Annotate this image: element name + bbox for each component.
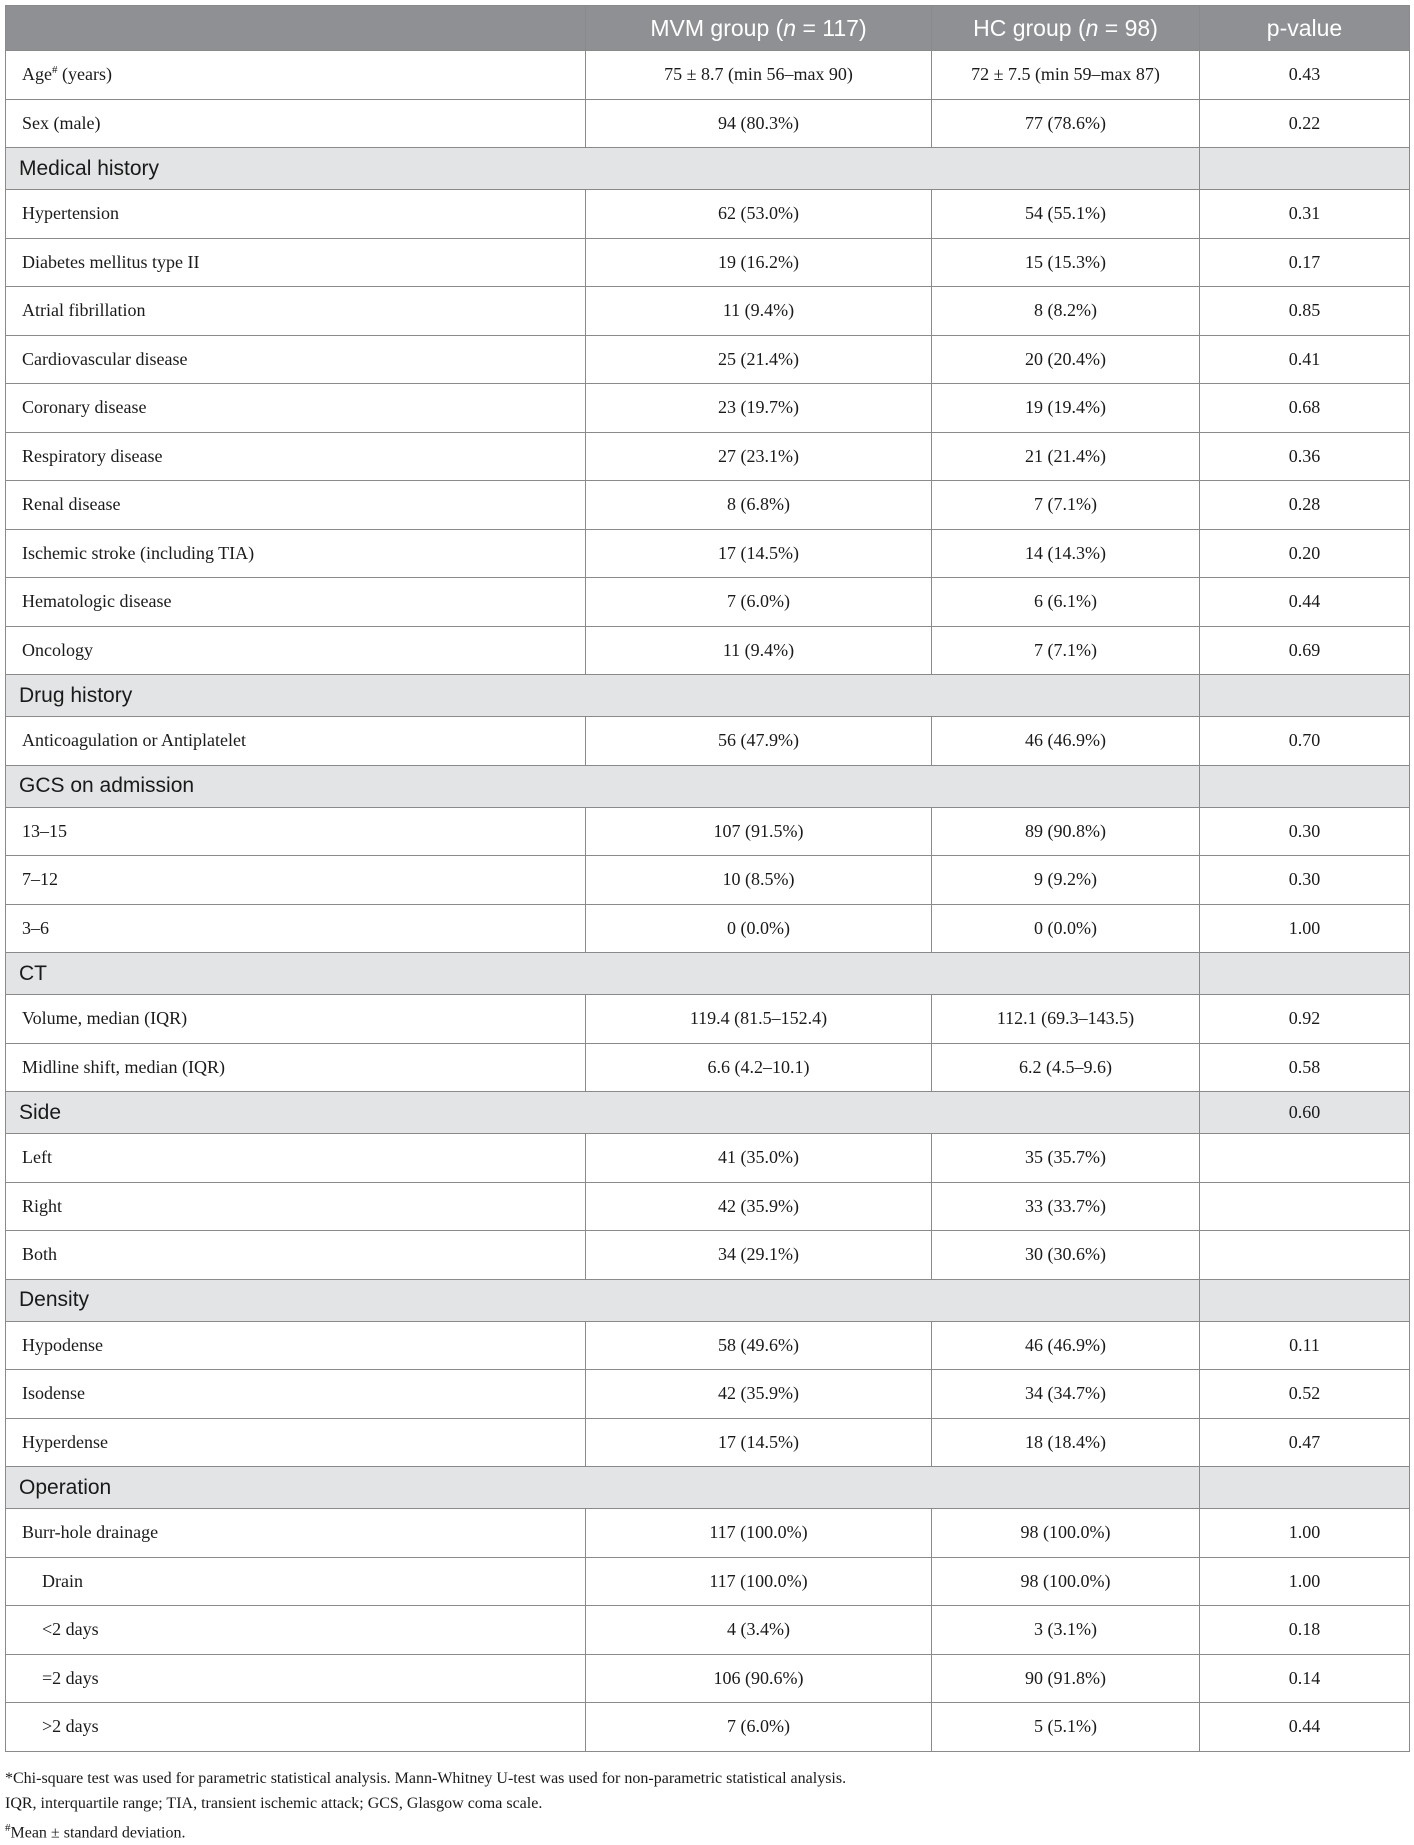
row-p-value: 0.31	[1200, 190, 1410, 239]
row-label: Drain	[6, 1557, 586, 1606]
table-row	[6, 1321, 1410, 1370]
row-mvm-value: 19 (16.2%)	[586, 238, 932, 287]
row-mvm-value: 17 (14.5%)	[586, 1418, 932, 1467]
table-row	[6, 717, 1410, 766]
section-p-value	[1200, 1467, 1410, 1509]
row-hc-value: 3 (3.1%)	[932, 1606, 1200, 1655]
row-p-value: 0.22	[1200, 99, 1410, 148]
row-mvm-value: 11 (9.4%)	[586, 287, 932, 336]
row-hc-value: 21 (21.4%)	[932, 432, 1200, 481]
row-hc-value: 20 (20.4%)	[932, 335, 1200, 384]
row-hc-value: 35 (35.7%)	[932, 1134, 1200, 1183]
row-p-value: 0.52	[1200, 1370, 1410, 1419]
header-mvm-suffix: = 117)	[796, 14, 867, 41]
row-p-value: 0.17	[1200, 238, 1410, 287]
section-p-value: 0.60	[1200, 1092, 1410, 1134]
row-label: Atrial fibrillation	[6, 287, 586, 336]
row-label: Diabetes mellitus type II	[6, 238, 586, 287]
patient-characteristics-table	[5, 5, 1410, 1752]
row-label: Hypertension	[6, 190, 586, 239]
row-mvm-value: 107 (91.5%)	[586, 807, 932, 856]
row-mvm-value: 117 (100.0%)	[586, 1509, 932, 1558]
row-label: 7–12	[6, 856, 586, 905]
section-header-row	[6, 1279, 1410, 1321]
row-mvm-value: 119.4 (81.5–152.4)	[586, 995, 932, 1044]
age-label	[6, 51, 586, 100]
row-p-value: 0.20	[1200, 529, 1410, 578]
table-row	[6, 99, 1410, 148]
table-row-age	[6, 51, 1410, 100]
row-label: Hyperdense	[6, 1418, 586, 1467]
row-label: Hematologic disease	[6, 578, 586, 627]
section-header-row	[6, 148, 1410, 190]
header-mvm-prefix: MVM group (	[650, 14, 784, 41]
row-hc-value: 7 (7.1%)	[932, 481, 1200, 530]
section-p-value	[1200, 675, 1410, 717]
row-hc-value: 15 (15.3%)	[932, 238, 1200, 287]
row-p-value: 0.69	[1200, 626, 1410, 675]
row-hc-value: 46 (46.9%)	[932, 1321, 1200, 1370]
table-row	[6, 1182, 1410, 1231]
row-p-value: 0.47	[1200, 1418, 1410, 1467]
header-row	[6, 6, 1410, 51]
row-hc-value: 90 (91.8%)	[932, 1654, 1200, 1703]
section-title: Medical history	[6, 148, 1200, 190]
row-label: 3–6	[6, 904, 586, 953]
row-hc-value: 54 (55.1%)	[932, 190, 1200, 239]
row-label: Left	[6, 1134, 586, 1183]
table-row	[6, 995, 1410, 1044]
age-hc: 72 ± 7.5 (min 59–max 87)	[932, 51, 1200, 100]
row-p-value: 1.00	[1200, 904, 1410, 953]
header-hc-suffix: = 98)	[1098, 14, 1158, 41]
row-mvm-value: 94 (80.3%)	[586, 99, 932, 148]
row-p-value: 0.28	[1200, 481, 1410, 530]
row-hc-value: 6 (6.1%)	[932, 578, 1200, 627]
row-mvm-value: 106 (90.6%)	[586, 1654, 932, 1703]
row-hc-value: 0 (0.0%)	[932, 904, 1200, 953]
section-header-row	[6, 1092, 1410, 1134]
row-hc-value: 98 (100.0%)	[932, 1557, 1200, 1606]
section-title: CT	[6, 953, 1200, 995]
row-mvm-value: 8 (6.8%)	[586, 481, 932, 530]
section-title: Operation	[6, 1467, 1200, 1509]
row-mvm-value: 27 (23.1%)	[586, 432, 932, 481]
table-row	[6, 287, 1410, 336]
table-row	[6, 529, 1410, 578]
table-row	[6, 807, 1410, 856]
row-hc-value: 8 (8.2%)	[932, 287, 1200, 336]
table-row	[6, 190, 1410, 239]
table-header	[6, 6, 1410, 51]
row-label: >2 days	[6, 1703, 586, 1752]
header-hc-prefix: HC group (	[973, 14, 1086, 41]
row-mvm-value: 117 (100.0%)	[586, 1557, 932, 1606]
table-row	[6, 1654, 1410, 1703]
row-hc-value: 89 (90.8%)	[932, 807, 1200, 856]
row-hc-value: 6.2 (4.5–9.6)	[932, 1043, 1200, 1092]
header-blank	[6, 6, 586, 51]
header-p-value: p-value	[1200, 6, 1410, 51]
row-label: Renal disease	[6, 481, 586, 530]
row-mvm-value: 7 (6.0%)	[586, 1703, 932, 1752]
section-header-row	[6, 1467, 1410, 1509]
table-row	[6, 432, 1410, 481]
row-label: Ischemic stroke (including TIA)	[6, 529, 586, 578]
row-mvm-value: 4 (3.4%)	[586, 1606, 932, 1655]
table-row	[6, 856, 1410, 905]
row-p-value: 0.85	[1200, 287, 1410, 336]
footnote-1: *Chi-square test was used for parametric statistical analysis. Mann-Whitney U-test was used for non-parametric statistical analysis.	[5, 1770, 847, 1787]
footnote-3	[5, 1816, 1409, 1845]
row-p-value: 0.92	[1200, 995, 1410, 1044]
row-p-value	[1200, 1134, 1410, 1183]
row-label: Oncology	[6, 626, 586, 675]
header-hc-n: n	[1085, 14, 1099, 41]
row-label: Hypodense	[6, 1321, 586, 1370]
section-title: Density	[6, 1279, 1200, 1321]
row-hc-value: 112.1 (69.3–143.5)	[932, 995, 1200, 1044]
age-label-text: Age	[22, 64, 52, 85]
table-body	[6, 51, 1410, 1752]
row-label: Cardiovascular disease	[6, 335, 586, 384]
section-title: Side	[6, 1092, 1200, 1134]
row-hc-value: 34 (34.7%)	[932, 1370, 1200, 1419]
table-row	[6, 384, 1410, 433]
row-mvm-value: 62 (53.0%)	[586, 190, 932, 239]
row-hc-value: 9 (9.2%)	[932, 856, 1200, 905]
row-mvm-value: 7 (6.0%)	[586, 578, 932, 627]
table-row	[6, 578, 1410, 627]
table-row	[6, 481, 1410, 530]
table-row	[6, 626, 1410, 675]
row-mvm-value: 42 (35.9%)	[586, 1370, 932, 1419]
row-p-value	[1200, 1231, 1410, 1280]
section-header-row	[6, 765, 1410, 807]
row-label: Burr-hole drainage	[6, 1509, 586, 1558]
section-header-row	[6, 953, 1410, 995]
header-hc-group	[932, 6, 1200, 51]
age-label-suffix: (years)	[57, 64, 112, 85]
section-p-value	[1200, 1279, 1410, 1321]
section-p-value	[1200, 765, 1410, 807]
row-label: Respiratory disease	[6, 432, 586, 481]
row-p-value: 0.68	[1200, 384, 1410, 433]
header-mvm-n: n	[783, 14, 797, 41]
row-mvm-value: 0 (0.0%)	[586, 904, 932, 953]
row-hc-value: 19 (19.4%)	[932, 384, 1200, 433]
row-p-value: 0.18	[1200, 1606, 1410, 1655]
row-label: Right	[6, 1182, 586, 1231]
table-row	[6, 904, 1410, 953]
age-label-sup: #	[52, 64, 58, 77]
row-mvm-value: 17 (14.5%)	[586, 529, 932, 578]
row-p-value: 0.30	[1200, 856, 1410, 905]
footnote-3-sup: #	[5, 1822, 11, 1834]
row-mvm-value: 11 (9.4%)	[586, 626, 932, 675]
row-hc-value: 46 (46.9%)	[932, 717, 1200, 766]
row-mvm-value: 58 (49.6%)	[586, 1321, 932, 1370]
table-row	[6, 1557, 1410, 1606]
row-hc-value: 14 (14.3%)	[932, 529, 1200, 578]
row-label: =2 days	[6, 1654, 586, 1703]
row-mvm-value: 41 (35.0%)	[586, 1134, 932, 1183]
row-mvm-value: 56 (47.9%)	[586, 717, 932, 766]
table-row	[6, 1418, 1410, 1467]
row-p-value: 0.58	[1200, 1043, 1410, 1092]
row-p-value: 0.41	[1200, 335, 1410, 384]
row-p-value: 1.00	[1200, 1557, 1410, 1606]
section-p-value	[1200, 148, 1410, 190]
row-label: Sex (male)	[6, 99, 586, 148]
row-label: Coronary disease	[6, 384, 586, 433]
row-p-value	[1200, 1182, 1410, 1231]
row-label: Anticoagulation or Antiplatelet	[6, 717, 586, 766]
row-label: Midline shift, median (IQR)	[6, 1043, 586, 1092]
row-p-value: 0.11	[1200, 1321, 1410, 1370]
section-p-value	[1200, 953, 1410, 995]
row-hc-value: 5 (5.1%)	[932, 1703, 1200, 1752]
table-container	[5, 5, 1409, 1752]
row-mvm-value: 23 (19.7%)	[586, 384, 932, 433]
table-row	[6, 335, 1410, 384]
section-title: GCS on admission	[6, 765, 1200, 807]
row-mvm-value: 42 (35.9%)	[586, 1182, 932, 1231]
row-hc-value: 30 (30.6%)	[932, 1231, 1200, 1280]
row-mvm-value: 25 (21.4%)	[586, 335, 932, 384]
row-hc-value: 7 (7.1%)	[932, 626, 1200, 675]
footnote-2: IQR, interquartile range; TIA, transient ischemic attack; GCS, Glasgow coma scale.	[5, 1795, 543, 1812]
row-label: 13–15	[6, 807, 586, 856]
row-mvm-value: 6.6 (4.2–10.1)	[586, 1043, 932, 1092]
row-hc-value: 77 (78.6%)	[932, 99, 1200, 148]
row-hc-value: 18 (18.4%)	[932, 1418, 1200, 1467]
table-row	[6, 238, 1410, 287]
row-label: <2 days	[6, 1606, 586, 1655]
row-p-value: 0.14	[1200, 1654, 1410, 1703]
header-mvm-group	[586, 6, 932, 51]
table-row	[6, 1606, 1410, 1655]
table-footnotes	[5, 1766, 1409, 1845]
row-label: Isodense	[6, 1370, 586, 1419]
row-p-value: 0.44	[1200, 578, 1410, 627]
row-p-value: 1.00	[1200, 1509, 1410, 1558]
age-p: 0.43	[1200, 51, 1410, 100]
table-row	[6, 1370, 1410, 1419]
row-label: Volume, median (IQR)	[6, 995, 586, 1044]
row-hc-value: 33 (33.7%)	[932, 1182, 1200, 1231]
table-row	[6, 1231, 1410, 1280]
table-row	[6, 1703, 1410, 1752]
row-p-value: 0.70	[1200, 717, 1410, 766]
row-p-value: 0.36	[1200, 432, 1410, 481]
row-mvm-value: 34 (29.1%)	[586, 1231, 932, 1280]
section-header-row	[6, 675, 1410, 717]
row-p-value: 0.44	[1200, 1703, 1410, 1752]
age-mvm: 75 ± 8.7 (min 56–max 90)	[586, 51, 932, 100]
section-title: Drug history	[6, 675, 1200, 717]
row-p-value: 0.30	[1200, 807, 1410, 856]
row-mvm-value: 10 (8.5%)	[586, 856, 932, 905]
table-row	[6, 1509, 1410, 1558]
footnote-3-text: Mean ± standard deviation.	[10, 1824, 186, 1842]
row-hc-value: 98 (100.0%)	[932, 1509, 1200, 1558]
table-row	[6, 1043, 1410, 1092]
row-label: Both	[6, 1231, 586, 1280]
table-row	[6, 1134, 1410, 1183]
